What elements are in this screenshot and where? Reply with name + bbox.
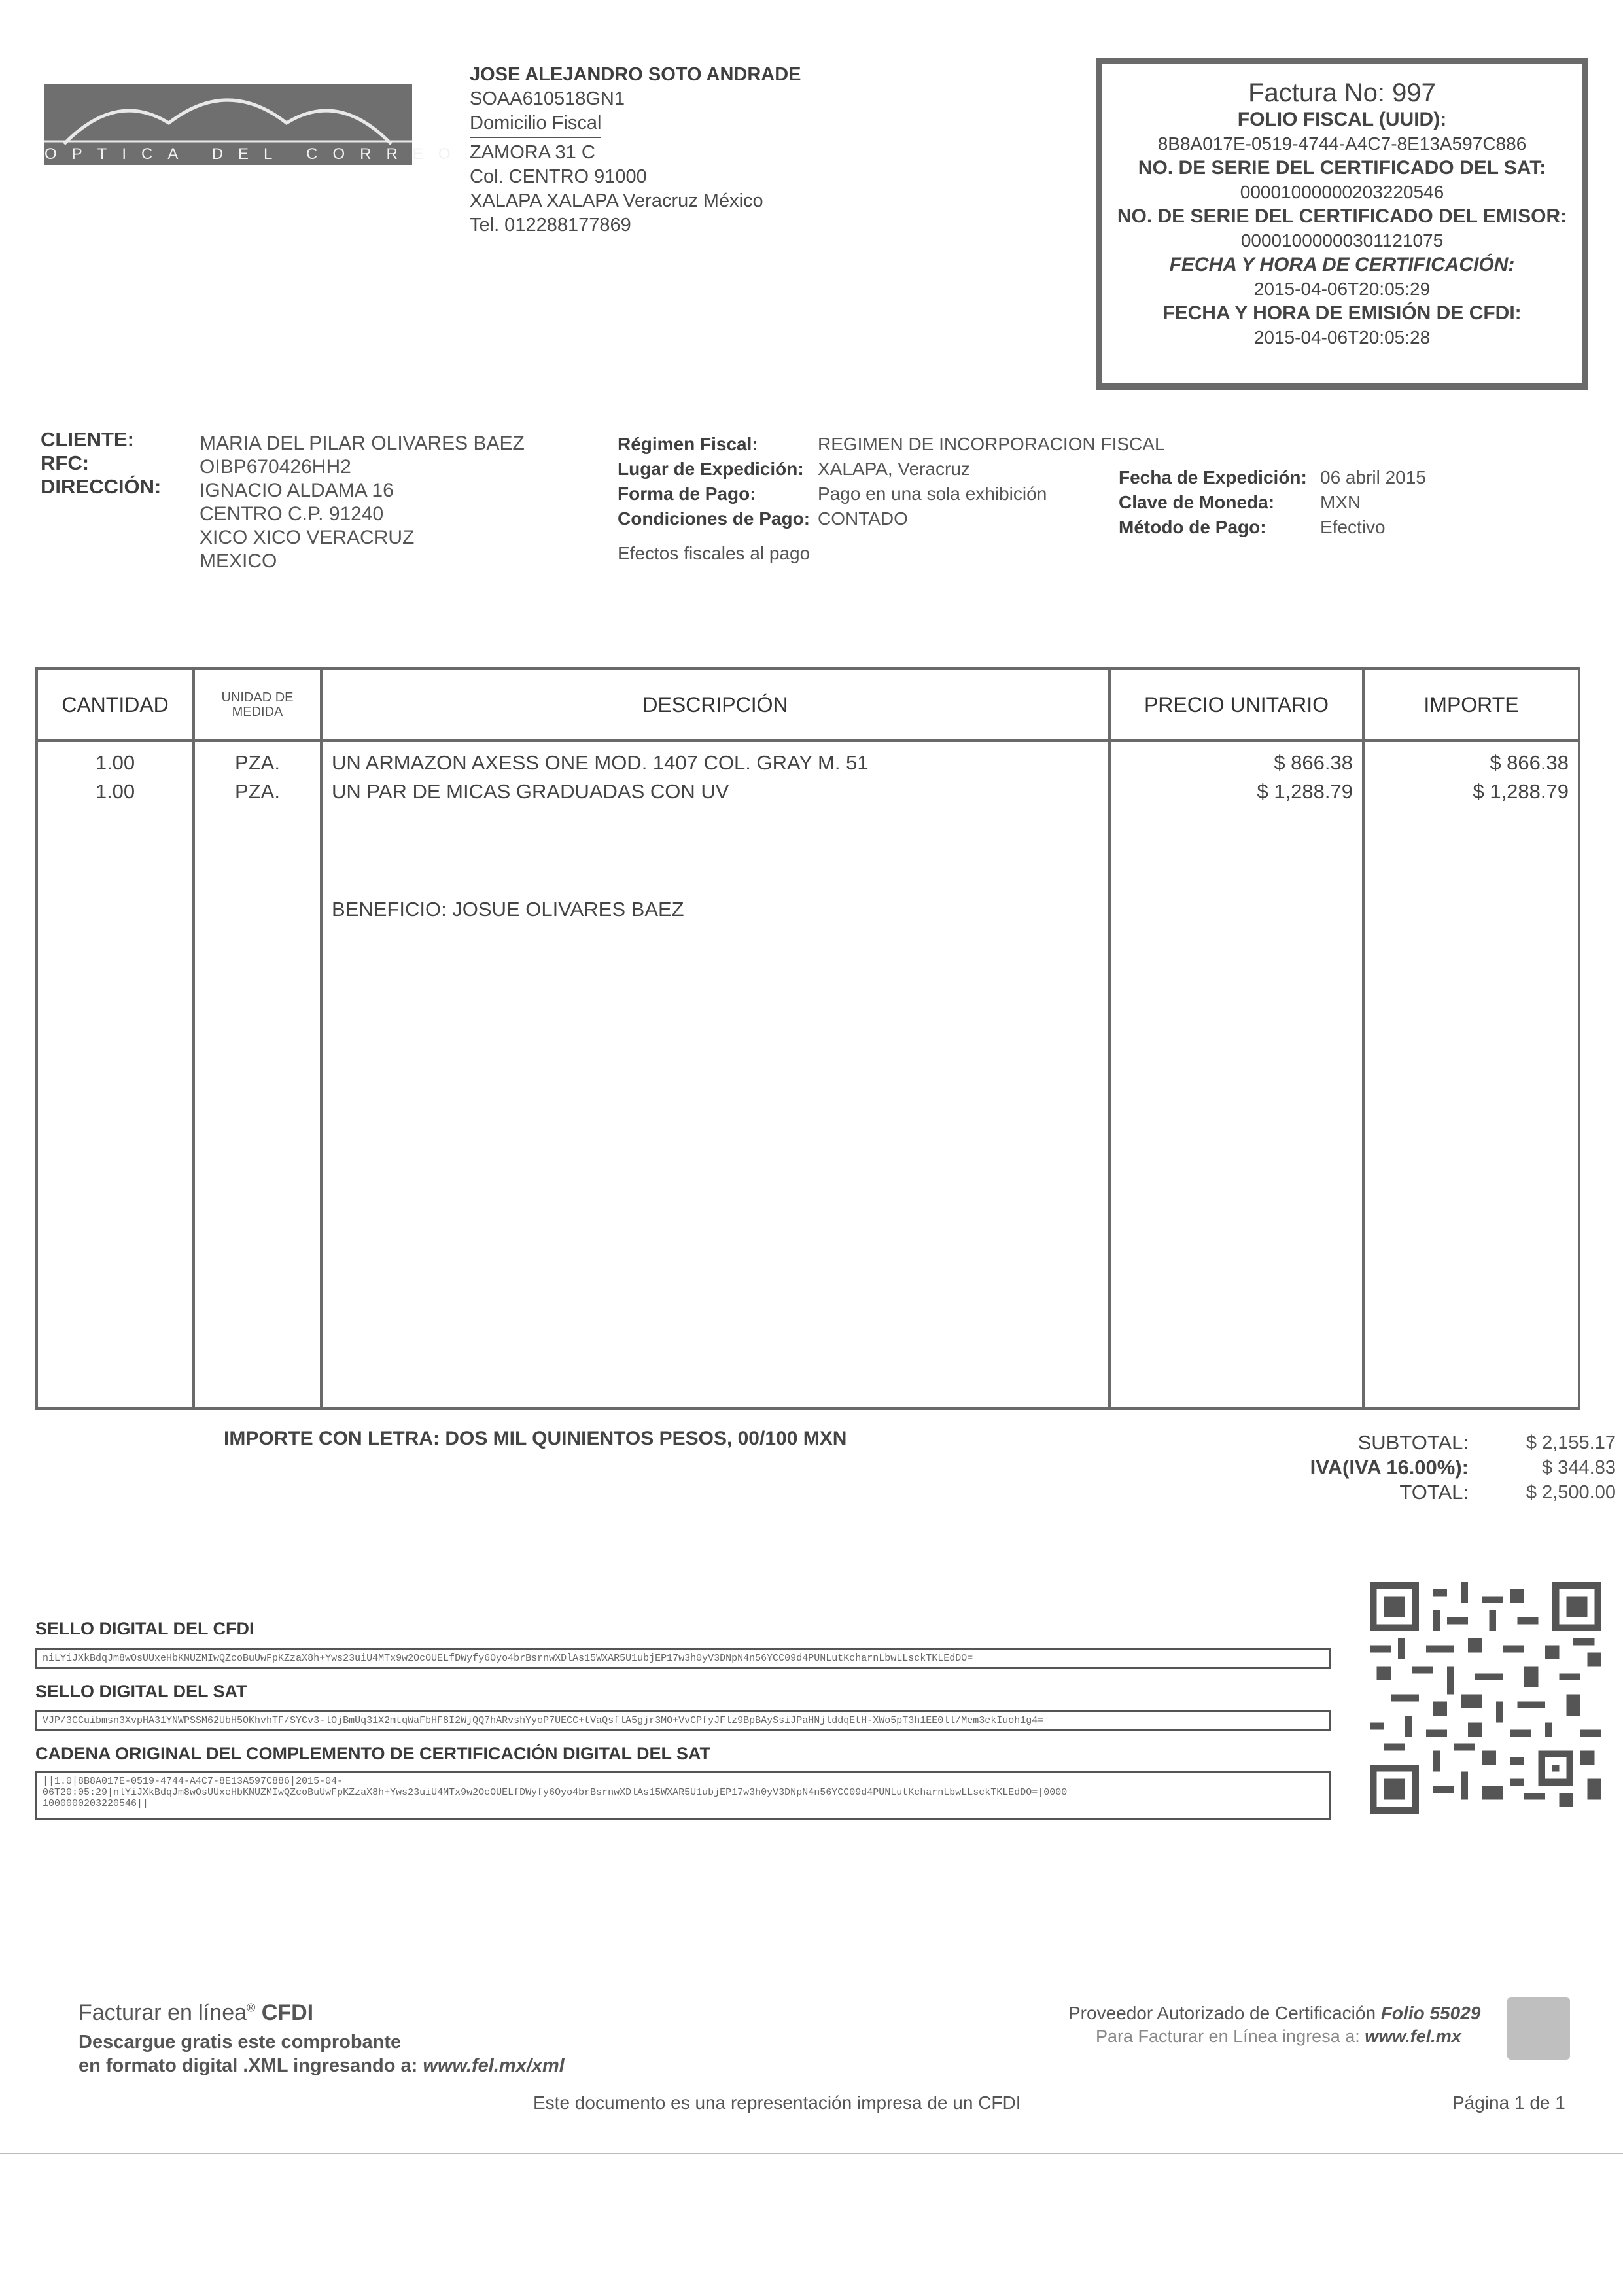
importe-con-letra: IMPORTE CON LETRA: DOS MIL QUINIENTOS PESOS, 00/100 MXN (224, 1428, 847, 1449)
issuer-street: ZAMORA 31 C (470, 142, 595, 163)
fel-desc-1: Descargue gratis este comprobante (79, 2032, 402, 2053)
cantidad-column (37, 741, 194, 1409)
header-importe: IMPORTE (1363, 669, 1579, 741)
efectos-fiscales: Efectos fiscales al pago (618, 543, 811, 563)
issuer-name: JOSE ALEJANDRO SOTO ANDRADE (470, 64, 801, 85)
row-1-importe: $ 866.38 (1490, 751, 1569, 774)
issuer-block (470, 63, 801, 238)
fel-badge-icon (1507, 1997, 1570, 2060)
sello-cfdi-label: SELLO DIGITAL DEL CFDI (35, 1619, 254, 1638)
importe-column (1363, 741, 1579, 1409)
fel-title: Facturar en línea® CFDI (79, 2000, 314, 2025)
row-2-importe: $ 1,288.79 (1473, 780, 1569, 803)
fel-url-link[interactable]: www.fel.mx/xml (423, 2055, 565, 2076)
factura-info-box (1096, 58, 1588, 390)
moneda-label: Clave de Moneda: (1119, 492, 1275, 512)
expedicion-labels (1119, 465, 1307, 540)
sello-sat-label: SELLO DIGITAL DEL SAT (35, 1682, 247, 1701)
factura-number: Factura No: 997 (1248, 79, 1436, 107)
cliente-label: CLIENTE: (41, 428, 134, 451)
representacion-text: Este documento es una representación impresa de un CFDI (533, 2093, 1021, 2113)
client-rfc: OIBP670426HH2 (200, 456, 351, 478)
sello-sat-box: VJP/3CCuibmsn3XvpHA31YNWPSSM62UbH5OKhvhTF/SYCv3-lOjBmUq31X2mtqWaFbHF8I2WjQQ7hARvshYyoP7UECC+tVaQsflA5gjr3MO+VvCPfyJFlz9BpBAySsiJPaHNjlddqEtH-XWo5pT3h1EE0ll/Mem3ekIuoh1g4= (35, 1710, 1331, 1731)
cert-sat-label: NO. DE SERIE DEL CERTIFICADO DEL SAT: (1138, 157, 1546, 179)
issuer-domicilio-label: Domicilio Fiscal (470, 111, 601, 138)
iva-label: IVA(IVA 16.00%): (1310, 1456, 1469, 1479)
fecha-cert-value: 2015-04-06T20:05:29 (1253, 279, 1431, 299)
issuer-tel: Tel. 012288177869 (470, 215, 631, 236)
row-1-unidad: PZA. (235, 751, 280, 774)
cadena-line-1: ||1.0|8B8A017E-0519-4744-A4C7-8E13A597C886|2015-04- (43, 1776, 343, 1787)
beneficio-note: BENEFICIO: JOSUE OLIVARES BAEZ (332, 898, 684, 921)
fecha-exp-value: 06 abril 2015 (1320, 467, 1426, 487)
page-number: Página 1 de 1 (1452, 2093, 1565, 2113)
metodo-value: Efectivo (1320, 517, 1386, 537)
condiciones-label: Condiciones de Pago: (618, 508, 811, 529)
header-precio: PRECIO UNITARIO (1109, 669, 1363, 741)
lugar-label: Lugar de Expedición: (618, 459, 804, 479)
folio-value: 8B8A017E-0519-4744-A4C7-8E13A597C886 (1157, 133, 1527, 154)
fel-title-text: Facturar en línea (79, 2000, 247, 2025)
fel-mx-link[interactable]: www.fel.mx (1365, 2026, 1461, 2046)
moneda-value: MXN (1320, 492, 1361, 512)
cert-emisor-value: 00001000000301121075 (1240, 230, 1444, 251)
iva-value: $ 344.83 (1542, 1457, 1616, 1478)
cadena-line-2: 06T20:05:29|nlYiJXkBdqJm8wOsUUxeHbKNUZMIwQZcoBuUwFpKZzaX8h+Yws23uiU4MTx9w2OcOUELfDWyfy6Oyo4brBsrnwXDlAs15WXAR5U1ubjEP17w3h0yV3DNpN4n56YCC09d4PUNLutKcharnLbwLLsckTKLEdDO=|0000 (43, 1787, 1068, 1798)
rfc-label: RFC: (41, 451, 90, 474)
expedicion-values (1320, 465, 1426, 540)
row-1-cantidad: 1.00 (95, 751, 135, 774)
client-address-3: XICO XICO VERACRUZ (200, 527, 415, 548)
cadena-original-box (35, 1771, 1331, 1820)
fel-cfdi: CFDI (261, 2000, 314, 2025)
issuer-colonia: Col. CENTRO 91000 (470, 166, 647, 187)
row-2-unidad: PZA. (235, 780, 280, 803)
cadena-original-label: CADENA ORIGINAL DEL COMPLEMENTO DE CERTIFICACIÓN DIGITAL DEL SAT (35, 1744, 711, 1763)
header-unidad: UNIDAD DE MEDIDA (194, 669, 321, 741)
proveedor-text: Proveedor Autorizado de Certificación (1068, 2003, 1376, 2023)
condiciones-value: CONTADO (818, 508, 908, 529)
lugar-value: XALAPA, Veracruz (818, 459, 970, 479)
client-address-2: CENTRO C.P. 91240 (200, 503, 384, 525)
forma-label: Forma de Pago: (618, 484, 756, 504)
client-address-4: MEXICO (200, 550, 277, 572)
proveedor-folio: Folio 55029 (1380, 2003, 1481, 2023)
facturar-text: Para Facturar en Línea ingresa a: (1096, 2026, 1360, 2046)
totals-values (1475, 1430, 1616, 1505)
row-1-descripcion: UN ARMAZON AXESS ONE MOD. 1407 COL. GRAY M. 51 (332, 751, 869, 774)
items-table (35, 667, 1580, 1410)
cert-sat-value: 00001000000203220546 (1240, 182, 1444, 202)
row-2-cantidad: 1.00 (95, 780, 135, 803)
company-logo (44, 84, 466, 165)
forma-value: Pago en una sola exhibición (818, 484, 1047, 504)
total-value: $ 2,500.00 (1526, 1482, 1616, 1503)
regimen-value: REGIMEN DE INCORPORACION FISCAL (818, 434, 1165, 454)
row-2-precio: $ 1,288.79 (1257, 780, 1353, 803)
header-cantidad: CANTIDAD (37, 669, 194, 741)
fecha-cert-label: FECHA Y HORA DE CERTIFICACIÓN: (1169, 254, 1515, 275)
client-name: MARIA DEL PILAR OLIVARES BAEZ (200, 433, 525, 454)
descripcion-column (321, 741, 1109, 1409)
fecha-emision-value: 2015-04-06T20:05:28 (1253, 327, 1431, 347)
logo-text: OPTICA DEL CORREO (44, 145, 466, 163)
client-labels (41, 428, 161, 499)
cadena-line-3: 1000000203220546|| (43, 1798, 149, 1809)
precio-column (1109, 741, 1363, 1409)
unidad-column (194, 741, 321, 1409)
regimen-label: Régimen Fiscal: (618, 434, 758, 454)
subtotal-value: $ 2,155.17 (1526, 1432, 1616, 1453)
row-1-precio: $ 866.38 (1274, 751, 1353, 774)
fiscal-values (818, 432, 1165, 531)
client-values (200, 432, 525, 573)
table-body (37, 741, 1579, 1409)
page-bottom-divider (0, 2153, 1623, 2154)
header-descripcion: DESCRIPCIÓN (321, 669, 1109, 741)
qr-code-icon (1370, 1582, 1601, 1814)
total-label: TOTAL: (1399, 1481, 1469, 1504)
totals-labels (1223, 1430, 1469, 1505)
fel-desc-2: en formato digital .XML ingresando a: (79, 2055, 418, 2076)
facturar-line (1096, 2026, 1461, 2047)
sello-cfdi-box: niLYiJXkBdqJm8wOsUUxeHbKNUZMIwQZcoBuUwFpKZzaX8h+Yws23uiU4MTx9w2OcOUELfDWyfy6Oyo4brBsrnwXDlAs15WXAR5U1ubjEP17w3h0yV3DNpN4n56YCC09d4PUNLutKcharnLbwLLsckTKLEdDO= (35, 1648, 1331, 1669)
fecha-emision-label: FECHA Y HORA DE EMISIÓN DE CFDI: (1162, 302, 1522, 324)
proveedor-line (1068, 2003, 1480, 2024)
metodo-label: Método de Pago: (1119, 517, 1266, 537)
direccion-label: DIRECCIÓN: (41, 475, 162, 498)
row-2-descripcion: UN PAR DE MICAS GRADUADAS CON UV (332, 780, 729, 803)
client-address-1: IGNACIO ALDAMA 16 (200, 480, 394, 501)
table-header-row (37, 669, 1579, 741)
folio-label: FOLIO FISCAL (UUID): (1237, 109, 1447, 130)
fecha-exp-label: Fecha de Expedición: (1119, 467, 1307, 487)
issuer-city: XALAPA XALAPA Veracruz México (470, 190, 763, 211)
subtotal-label: SUBTOTAL: (1357, 1431, 1469, 1454)
cert-emisor-label: NO. DE SERIE DEL CERTIFICADO DEL EMISOR: (1117, 205, 1567, 227)
issuer-rfc: SOAA610518GN1 (470, 88, 625, 109)
fiscal-labels (618, 432, 810, 531)
fel-description (79, 2030, 565, 2077)
